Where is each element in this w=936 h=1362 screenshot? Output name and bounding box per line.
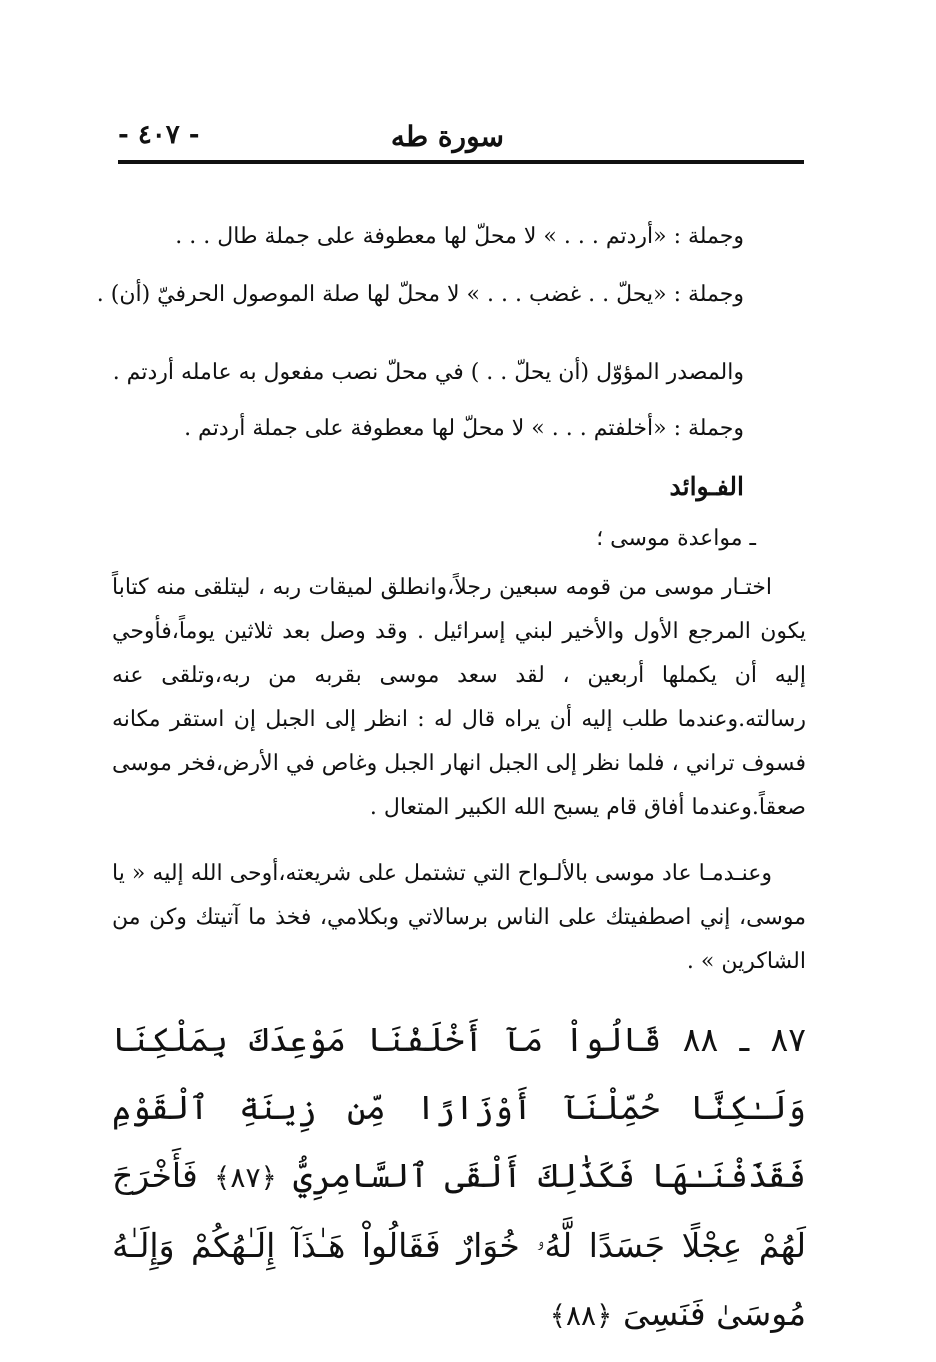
quran-text-88: فَأَخْرَجَ لَهُمْ عِجْلًا جَسَدًا لَّهُۥ خُوَارٌ فَقَالُواْ هَـٰذَآ إِلَـٰهُكُمْ وَإِلَـٰهُ مُوسَىٰ فَنَسِىَ [112, 1156, 806, 1333]
verse-range: ٨٧ ـ ٨٨ [682, 1020, 806, 1059]
benefits-paragraph-2: وعنـدمـا عاد موسى بالألـواح التي تشتمل على شريعته،أوحى الله إليه « يا موسى، إني اصطفيتك على الناس برسالاتي وبكلامي، فخذ ما آتيتك وكن من الشاكرين » . [112, 861, 806, 974]
verse-marker-87: ﴿٨٧﴾ [214, 1161, 277, 1194]
grammar-line-4: وجملة : «أخلفتم . . . » لا محلّ لها معطوفة على جملة أردتم . [184, 416, 744, 441]
header-rule [118, 160, 804, 164]
benefits-heading: الفـوائد [669, 472, 744, 501]
grammar-line-2: وجملة : «يحلّ . . غضب . . . » لا محلّ لها صلة الموصول الحرفيّ (أن) . [96, 282, 744, 307]
benefits-paragraph-1: اختـار موسى من قومه سبعين رجلاً،وانطلق لميقات ربه ، ليتلقى منه كتاباً يكون المرجع الأول والأخير لبني إسرائيل . وقد وصل بعد ثلاثين يوماً،فأوحي إليه أن يكملها أربعين ، لقد سعد موسى بقربه من ربه،وتلقى عنه رسالته.وعندما طلب إليه أن يراه قال له : انظر إلى الجبل إن استقر مكانه فسوف تراني ، فلما نظر إلى الجبل انهار الجبل وغاص في الأرض،فخر موسى صعقاً.وعندما أفاق قام يسبح الله الكبير المتعال . [112, 575, 806, 820]
grammar-line-1: وجملة : «أردتم . . . » لا محلّ لها معطوفة على جملة طال . . . [175, 224, 744, 249]
page-number: - ٤٠٧ - [118, 120, 200, 150]
benefits-subheading: ـ مواعدة موسى ؛ [596, 526, 756, 551]
page-header [118, 112, 804, 156]
grammar-line-3: والمصدر المؤوّل (أن يحلّ . . ) في محلّ نصب مفعول به عامله أردتم . [112, 360, 744, 385]
quran-text-87: قَالُواْ مَآ أَخْلَفْنَا مَوْعِدَكَ بِمَلْكِنَا وَلَـٰكِنَّا حُمِّلْنَآ أَوْزَارًا مِّن زِينَةِ ٱلْقَوْمِ فَقَذَفْنَـٰهَا فَكَذَٰلِكَ أَلْقَى ٱلسَّامِرِيُّ [112, 1020, 806, 1195]
quran-verses [112, 1006, 806, 1350]
verse-marker-88: ﴿٨٨﴾ [549, 1299, 613, 1332]
surah-title: سورة طه [390, 120, 504, 153]
